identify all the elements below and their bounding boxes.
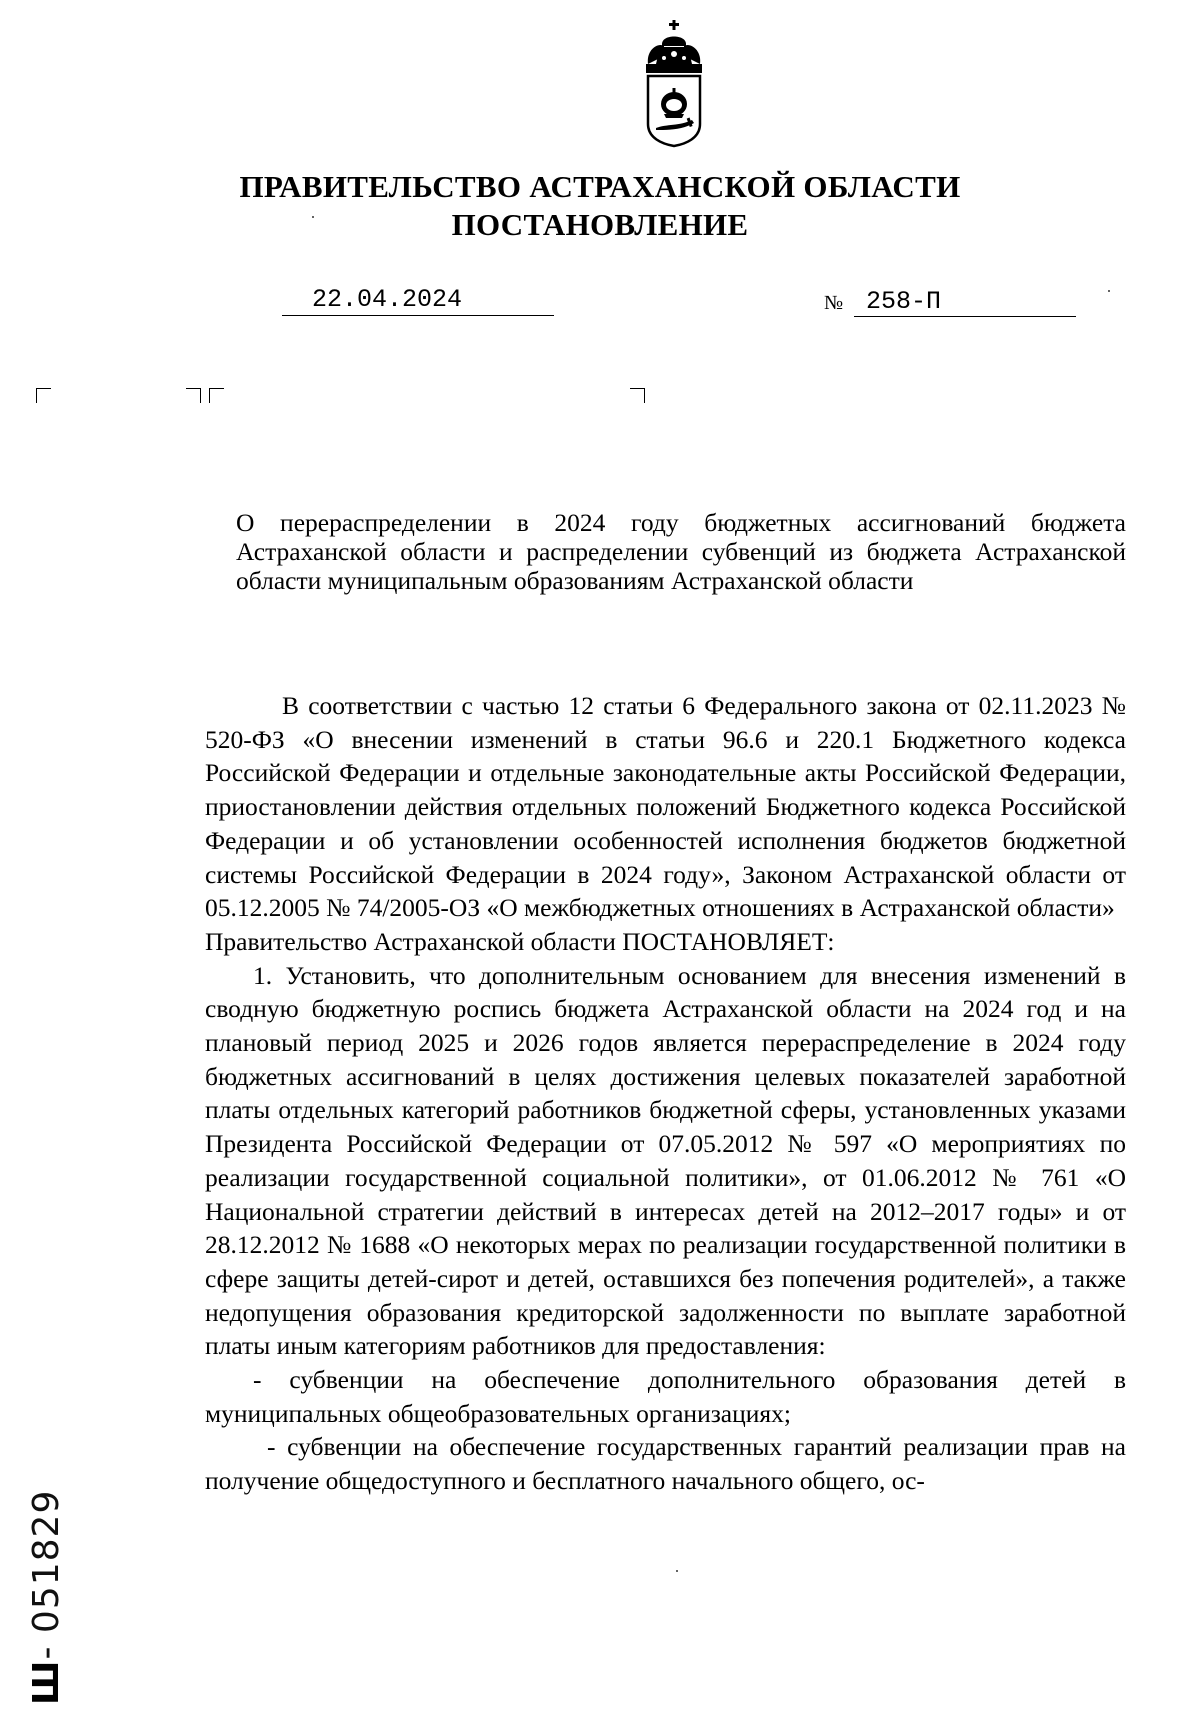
item-1-paragraph: 1. Установить, что дополнительным основанием для внесения изменений в сводную бюджетную роспись бюджета Астраханской области на 2024 год и на плановый период 2025 и 2026 годов является перераспределение в 2024 году бюджетных ассигнований в целях достижения целевых показателей заработной платы отдельных категорий работников бюджетной сферы, установленных указами Президента Российской Федерации от 07.05.2012 № 597 «О мероприятиях по реализации государственной социальной политики», от 01.06.2012 № 761 «О Национальной стратегии действий в интересах детей на 2012–2017 годы» и от 28.12.2012 № 1688 «О некоторых мерах по реализации государственной политики в сфере защиты детей-сирот и детей, оставшихся без попечения родителей», а также недопущения образования кредиторской задолженности по выплате заработной платы иным категориям работников для предоставления: (205, 960, 1126, 1361)
coat-of-arms-emblem (634, 20, 714, 150)
scan-speck (312, 216, 314, 218)
bracket-mid-left (209, 388, 224, 403)
document-type: ПОСТАНОВЛЕНИЕ (451, 207, 749, 242)
preamble-paragraph: В соответствии с частью 12 статьи 6 Федерального закона от 02.11.2023 № 520-ФЗ «О внесении изменений в статьи 96.6 и 220.1 Бюджетного кодекса Российской Федерации и отдельные законодательные акты Российской Федерации, приостановлении действия отдельных положений Бюджетного кодекса Российской Федерации и об установлении особенностей исполнения бюджетов бюджетной системы Российской Федерации в 2024 году», Законом Астраханской области от 05.12.2005 № 74/2005-ОЗ «О межбюджетных отношениях в Астраханской области» (205, 691, 1126, 923)
number-sign: № (824, 292, 844, 314)
document-number: 258-П (854, 288, 1076, 317)
decree-line: Правительство Астраханской области ПОСТАНОВЛЯЕТ: (205, 926, 835, 956)
bracket-top-left (36, 388, 51, 403)
sub-item-1: - субвенции на обеспечение дополнительного образования детей в муниципальных общеобразовательных организациях; (205, 1365, 1126, 1428)
document-title: О перераспределении в 2024 году бюджетных ассигнований бюджета Астраханской области и распределении субвенций из бюджета Астраханской области муниципальным образованиям Астраханской области (236, 508, 1126, 595)
bracket-mid-right (186, 388, 201, 403)
serial-prefix: Ш (26, 1659, 67, 1705)
bracket-top-right (630, 388, 645, 403)
document-body (205, 689, 1126, 1498)
sub-item-2: - субвенции на обеспечение государственных гарантий реализации прав на получение общедоступного и бесплатного начального общего, ос- (205, 1432, 1126, 1496)
document-date: 22.04.2024 (282, 285, 554, 316)
margin-serial-code (26, 1490, 67, 1705)
organization-name: ПРАВИТЕЛЬСТВО АСТРАХАНСКОЙ ОБЛАСТИ (239, 169, 961, 204)
serial-number: - 051829 (26, 1489, 67, 1660)
document-number-block (824, 288, 1076, 318)
scan-speck (676, 1570, 678, 1572)
scan-speck (1108, 290, 1110, 292)
